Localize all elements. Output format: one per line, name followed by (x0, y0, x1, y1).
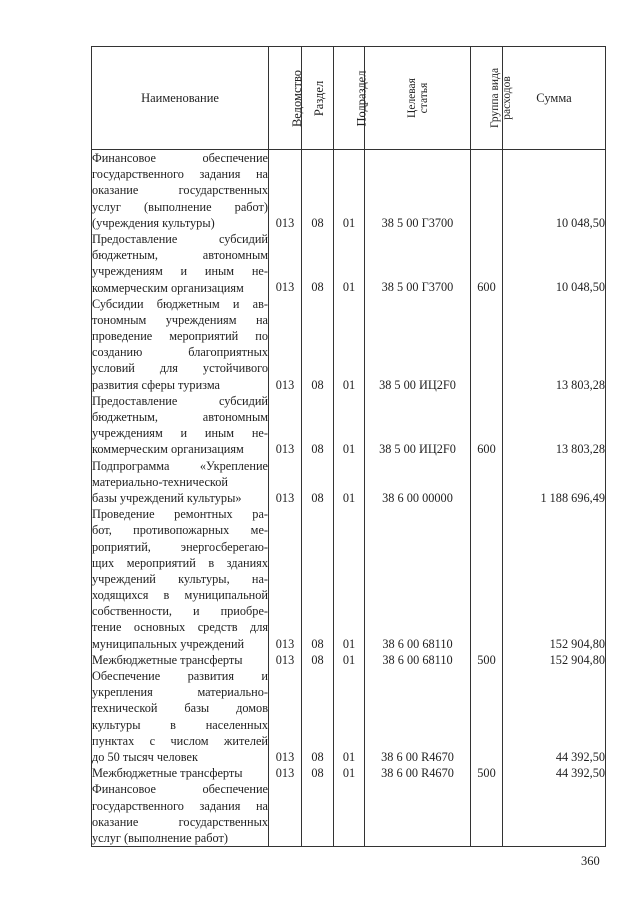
row-name-line: (учреждения культуры) (92, 215, 215, 230)
row-celevaya-statya (365, 781, 471, 846)
row-name-line: Обеспечение развития и (92, 669, 268, 684)
row-gruppa-vida (471, 668, 503, 765)
row-name-line: Подпрограмма «Укрепление (92, 458, 268, 473)
table-row (92, 668, 606, 765)
row-razdel (302, 781, 334, 846)
row-gruppa-vida (471, 781, 503, 846)
row-name-line: Предоставление субсидий (92, 231, 268, 246)
row-name (92, 781, 269, 846)
header-vedomstvo: Ведомство (269, 47, 302, 150)
table-row (92, 652, 606, 668)
page-number: 360 (581, 854, 600, 868)
row-name-line: базы учреждений культуры» (92, 490, 242, 505)
row-vedomstvo (269, 781, 302, 846)
row-podrazdel: 01 (334, 458, 365, 507)
row-gruppa-vida (471, 458, 503, 507)
row-vedomstvo: 013 (269, 150, 302, 231)
row-razdel: 08 (302, 506, 334, 652)
table-row (92, 781, 606, 846)
header-podrazdel: Подраздел (334, 47, 365, 150)
row-name-line: созданию благоприятных (92, 345, 268, 360)
row-vedomstvo: 013 (269, 668, 302, 765)
row-summa: 44 392,50 (503, 765, 606, 781)
row-name-line: услуг (выполнение работ) (92, 199, 268, 214)
row-celevaya-statya: 38 6 00 68110 (365, 652, 471, 668)
row-summa: 10 048,50 (503, 150, 606, 231)
row-gruppa-vida (471, 150, 503, 231)
row-celevaya-statya: 38 5 00 Г3700 (365, 150, 471, 231)
row-name-line: оказание государственных (92, 183, 268, 198)
row-vedomstvo: 013 (269, 765, 302, 781)
row-name-line: коммерческим организациям (92, 442, 244, 457)
row-razdel: 08 (302, 296, 334, 393)
row-name (92, 393, 269, 458)
row-name (92, 458, 269, 507)
row-podrazdel: 01 (334, 506, 365, 652)
row-name-line: учреждений культуры, на- (92, 571, 268, 586)
row-name-line: коммерческим организациям (92, 280, 244, 295)
row-name-line: оказание государственных (92, 814, 268, 829)
row-podrazdel: 01 (334, 296, 365, 393)
row-vedomstvo: 013 (269, 231, 302, 296)
row-podrazdel: 01 (334, 652, 365, 668)
row-celevaya-statya: 38 6 00 R4670 (365, 668, 471, 765)
row-name (92, 668, 269, 765)
row-name-line: бюджетным, автономным (92, 410, 268, 424)
row-razdel: 08 (302, 458, 334, 507)
row-gruppa-vida (471, 296, 503, 393)
row-name-line: культуры в населенных (92, 717, 268, 732)
row-gruppa-vida (471, 506, 503, 652)
row-name-line: материально-технической (92, 474, 228, 489)
row-name-line: муниципальных учреждений (92, 636, 245, 651)
row-summa: 13 803,28 (503, 296, 606, 393)
row-name-line: роприятий, энергосберегаю- (92, 539, 268, 554)
row-name-line: Финансовое обеспечение (92, 782, 268, 797)
table-row (92, 393, 606, 458)
row-razdel: 08 (302, 231, 334, 296)
row-summa: 10 048,50 (503, 231, 606, 296)
row-name (92, 652, 269, 668)
row-celevaya-statya: 38 5 00 Г3700 (365, 231, 471, 296)
row-summa (503, 781, 606, 846)
row-name (92, 231, 269, 296)
row-name-line: Субсидии бюджетным и ав- (92, 296, 268, 311)
row-name-line: государственного задания на (92, 167, 268, 182)
row-name-line: собственности, и приобре- (92, 604, 268, 619)
row-name (92, 296, 269, 393)
table-row (92, 506, 606, 652)
row-name-line: технической базы домов (92, 701, 268, 716)
row-name-line: пунктах с числом жителей (92, 733, 268, 748)
row-name (92, 506, 269, 652)
row-name-line: Межбюджетные трансферты (92, 766, 243, 781)
row-gruppa-vida: 500 (471, 652, 503, 668)
row-name (92, 765, 269, 781)
row-vedomstvo: 013 (269, 393, 302, 458)
header-summa: Сумма (503, 47, 606, 150)
table-row (92, 296, 606, 393)
row-podrazdel: 01 (334, 150, 365, 231)
table-row (92, 765, 606, 781)
row-podrazdel: 01 (334, 765, 365, 781)
row-gruppa-vida: 600 (471, 231, 503, 296)
row-podrazdel: 01 (334, 668, 365, 765)
row-summa: 152 904,80 (503, 652, 606, 668)
row-razdel: 08 (302, 150, 334, 231)
row-celevaya-statya: 38 5 00 ИЦ2F0 (365, 296, 471, 393)
row-razdel: 08 (302, 765, 334, 781)
row-name-line: Предоставление субсидий (92, 393, 268, 408)
row-name-line: Финансовое обеспечение (92, 151, 268, 165)
header-gruppa-vida-rashodov: Группа вида расходов (471, 47, 503, 150)
header-celevaya-statya: Целевая статья (365, 47, 471, 150)
row-name-line: тономным учреждениям на (92, 312, 268, 327)
table-row (92, 458, 606, 507)
row-name-line: развития сферы туризма (92, 377, 220, 392)
row-vedomstvo: 013 (269, 296, 302, 393)
row-name-line: учреждениям и иным не- (92, 426, 268, 441)
row-podrazdel (334, 781, 365, 846)
row-vedomstvo: 013 (269, 506, 302, 652)
row-summa: 1 188 696,49 (503, 458, 606, 507)
row-gruppa-vida: 500 (471, 765, 503, 781)
budget-table (91, 46, 606, 847)
row-summa: 152 904,80 (503, 506, 606, 652)
row-vedomstvo: 013 (269, 458, 302, 507)
row-celevaya-statya: 38 6 00 68110 (365, 506, 471, 652)
row-name-line: тение основных средств для (92, 620, 268, 635)
row-vedomstvo: 013 (269, 652, 302, 668)
row-name-line: бот, противопожарных ме- (92, 523, 268, 538)
row-razdel: 08 (302, 393, 334, 458)
table-row (92, 231, 606, 296)
row-summa: 44 392,50 (503, 668, 606, 765)
row-celevaya-statya: 38 6 00 R4670 (365, 765, 471, 781)
row-razdel: 08 (302, 668, 334, 765)
row-podrazdel: 01 (334, 231, 365, 296)
row-name-line: учреждениям и иным не- (92, 264, 268, 279)
row-name-line: Межбюджетные трансферты (92, 652, 243, 667)
row-summa: 13 803,28 (503, 393, 606, 458)
row-name (92, 150, 269, 231)
row-podrazdel: 01 (334, 393, 365, 458)
header-razdel: Раздел (302, 47, 334, 150)
row-gruppa-vida: 600 (471, 393, 503, 458)
row-name-line: укрепления материально- (92, 685, 268, 700)
row-celevaya-statya: 38 5 00 ИЦ2F0 (365, 393, 471, 458)
row-name-line: щих мероприятий в зданиях (92, 555, 268, 570)
row-razdel: 08 (302, 652, 334, 668)
row-name-line: Проведение ремонтных ра- (92, 507, 268, 522)
row-celevaya-statya: 38 6 00 00000 (365, 458, 471, 507)
table-row (92, 150, 606, 231)
row-name-line: до 50 тысяч человек (92, 749, 198, 764)
row-name-line: условий для устойчивого (92, 361, 268, 376)
row-name-line: бюджетным, автономным (92, 248, 268, 263)
header-row (92, 47, 606, 150)
row-name-line: услуг (выполнение работ) (92, 830, 228, 845)
row-name-line: проведение мероприятий по (92, 329, 268, 344)
row-name-line: ходящихся в муниципальной (92, 588, 268, 603)
header-name: Наименование (92, 47, 269, 150)
row-name-line: государственного задания на (92, 798, 268, 813)
